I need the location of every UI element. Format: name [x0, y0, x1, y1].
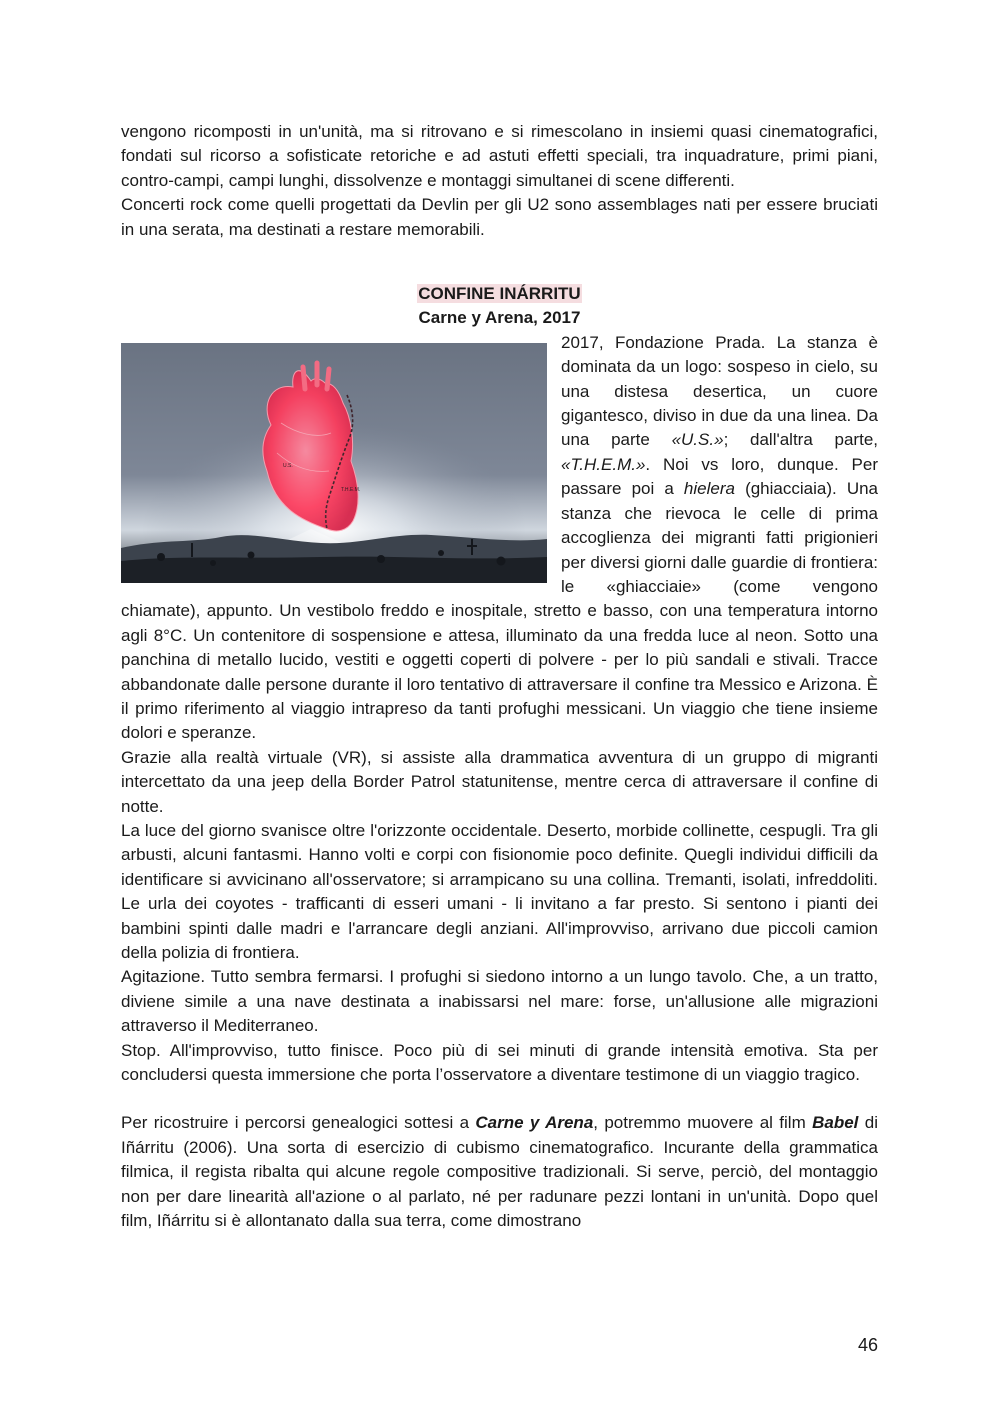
section-heading — [121, 282, 878, 306]
body-p6-babel: Babel — [812, 1113, 859, 1133]
body-p6-carne-y-arena: Carne y Arena — [475, 1113, 594, 1133]
heart-logo-image — [121, 343, 547, 583]
paragraph-gap — [121, 1087, 878, 1111]
body-paragraph-3: La luce del giorno svanisce oltre l'orizzonte occidentale. Deserto, morbide collinette, cespugli. Tra gli arbusti, alcuni fantasmi. Hanno volti e corpi con fisionomie poco definite. Quegli individui difficili da identificare si avvicinano all'osservatore; si arrampicano su una collina. Tremanti, isolati, infreddoliti. Le urla dei coyotes - trafficanti di esseri umani - li invitano a far presto. Si sentono i pianti dei bambini spinti dalle madri e l'arrancare degli anziani. All'improvviso, arrivano due piccoli camion della polizia di frontiera. — [121, 820, 878, 962]
body-p1-them: «T.H.E.M.» — [561, 454, 646, 474]
label-us: U.S. — [283, 462, 293, 469]
body-p1-part-d: (ghiacciaia). Una stanza che rievoca le celle di prima accoglienza dei migranti fatti prigionieri per diversi giorni dalle guardie di frontiera: le «ghiacciaie» (come vengono chiamate), appunto. Un vestibolo freddo e inospitale, stretto e basso, con una temperatura intorno agli 8°C. Un contenitore di sospensione e attesa, illuminato da una fredda luce al neon. Sotto una panchina di metallo lucido, vestiti e oggetti coperti di polvere - per lo più sandali e stivali. Tracce abbandonate dalle persone durante il loro tentativo di attraversare il confine tra Messico e Arizona. È il primo riferimento al viaggio intrapreso da tanti profughi messicani. Un viaggio che tiene insieme dolori e speranze. — [121, 479, 878, 743]
intro-paragraph-2: Concerti rock come quelli progettati da Devlin per gli U2 sono assemblages nati per essere bruciati in una serata, ma destinati a restare memorabili. — [121, 195, 878, 239]
body-paragraph-6 — [121, 1111, 878, 1233]
carne-y-arena-image — [121, 343, 547, 583]
section-subtitle: Carne y Arena, 2017 — [418, 308, 581, 328]
body-p1-us: «U.S.» — [671, 430, 724, 450]
body-paragraph-2: Grazie alla realtà virtuale (VR), si assiste alla drammatica avventura di un gruppo di migranti intercettato da una jeep della Border Patrol statunitense, mentre cerca di attraversare il confine di notte. — [121, 747, 878, 816]
body-paragraph-5: Stop. All'improvviso, tutto finisce. Poco più di sei minuti di grande intensità emotiva. Sta per concludersi questa immersione che porta l’osservatore a diventare testimone di un viaggio tragico. — [121, 1040, 878, 1085]
body-p1-hielera: hielera — [683, 479, 735, 499]
body-p6-part-b: , potremmo muovere al film — [593, 1113, 813, 1133]
body-p6-part-a: Per ricostruire i percorsi genealogici sottesi a — [121, 1113, 476, 1133]
page-number: 46 — [857, 1335, 878, 1355]
label-them: T.H.E.M. — [341, 486, 361, 493]
body-paragraph-4: Agitazione. Tutto sembra fermarsi. I profughi si siedono intorno a un lungo tavolo. Che, a un tratto, diviene simile a una nave destinata a inabissarsi nel mare: forse, un'allusione alle migrazioni attraverso il Mediterraneo. — [121, 967, 878, 1036]
body-p1-part-a: 2017, Fondazione Prada. La stanza è dominata da un logo: sospeso in cielo, su una distesa desertica, un cuore gigantesco, diviso in due da una linea. Da una parte — [561, 332, 878, 450]
body-p1-part-c: . Noi vs loro, dunque. Per passare poi a — [561, 454, 878, 499]
body-p1-part-b: ; dall'altra parte, — [723, 430, 878, 450]
intro-paragraph-1: vengono ricomposti in un'unità, ma si ritrovano e si rimescolano in insiemi quasi cinematografici, fondati sul ricorso a sofisticate retoriche e ad astuti effetti speciali, tra inquadrature, primi piani, contro-campi, campi lunghi, dissolvenze e montaggi simultanei di scene differenti. — [121, 122, 878, 190]
intro-section — [121, 120, 878, 242]
page-content — [121, 120, 878, 1233]
section-title: CONFINE INÁRRITU — [418, 284, 581, 304]
body-p6-part-c: di Iñárritu (2006). Una sorta di esercizio di cubismo cinematografico. Incurante della grammatica filmica, il regista ribalta qui alcune regole compositive tradizionali. Si serve, perciò, del montaggio non per dare linearità all'azione o al parlato, né per radunare pezzi lontani in un'unità. Dopo quel film, Iñárritu si è allontanato dalla sua terra, come dimostrano — [121, 1113, 878, 1231]
